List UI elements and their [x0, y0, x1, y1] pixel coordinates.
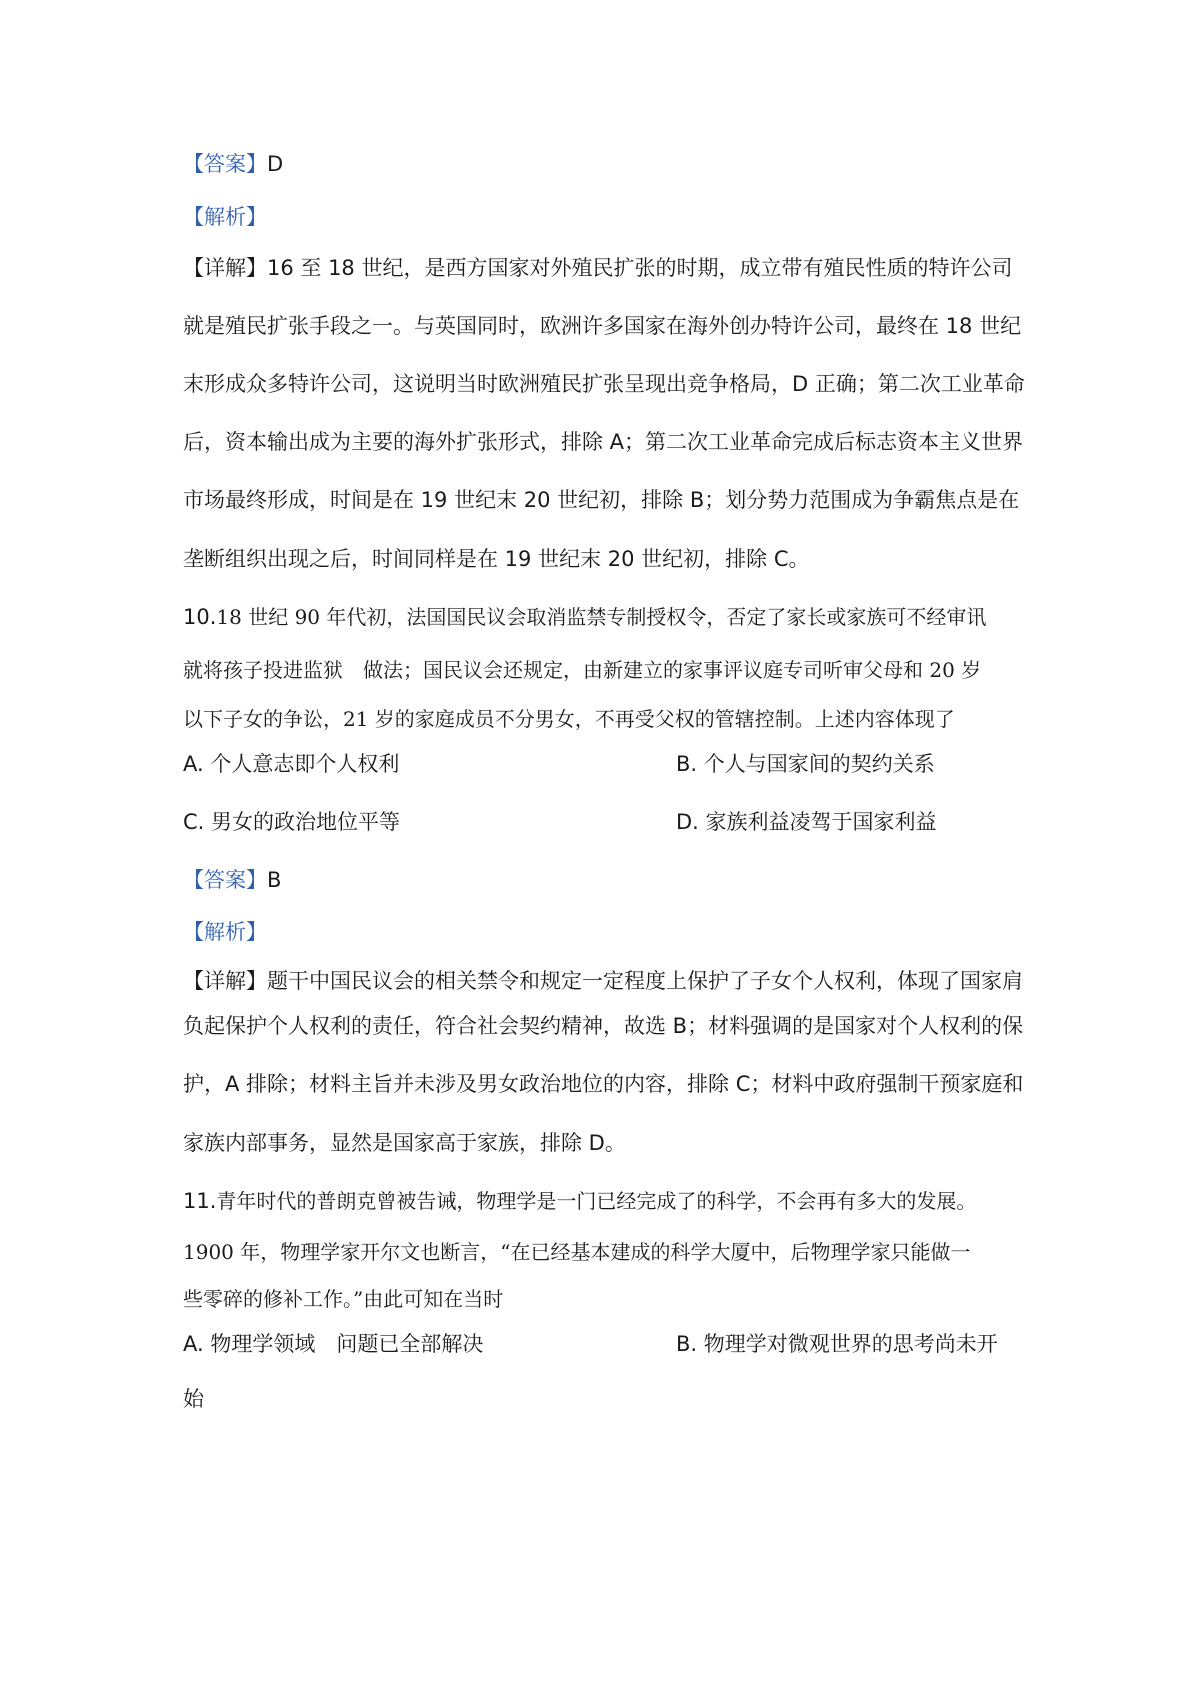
answer-tag: 【答案】: [183, 152, 267, 176]
answer-value: B: [267, 868, 282, 892]
option-b: B. 物理学对微观世界的思考尚未开: [676, 1332, 998, 1356]
q10-detail-line-2: 负起保护个人权利的责任，符合社会契约精神，故选 B；材料强调的是国家对个人权利的保: [183, 1014, 1024, 1038]
q10-answer: [183, 866, 1028, 894]
q9-detail-line-3: 末形成众多特许公司，这说明当时欧洲殖民扩张呈现出竞争格局，D 正确；第二次工业革命: [183, 372, 1025, 396]
detail-tag: 【详解】: [183, 969, 267, 993]
q9-detail-line-2: 就是殖民扩张手段之一。与英国同时，欧洲许多国家在海外创办特许公司，最终在 18 世纪: [183, 314, 1022, 338]
q11-options-row-1: [183, 1330, 1028, 1358]
q11-stem-line-2: 1900 年，物理学家开尔文也断言，“在已经基本建成的科学大厦中，后物理学家只能做一: [183, 1240, 971, 1264]
q10-detail-line-1: 【详解】题干中国民议会的相关禁令和规定一定程度上保护了子女个人权利，体现了国家肩: [183, 969, 1023, 993]
q10-stem-line-1: 10.18 世纪 90 年代初，法国国民议会取消监禁专制授权令，否定了家长或家族可不经审讯: [183, 605, 987, 629]
option-c: C. 男女的政治地位平等: [183, 810, 401, 834]
question-number: 10.: [183, 605, 217, 629]
q11-stem-line-1: 11.青年时代的普朗克曾被告诫，物理学是一门已经完成了的科学，不会再有多大的发展。: [183, 1189, 977, 1213]
q9-detail-line-4: 后，资本输出成为主要的海外扩张形式，排除 A；第二次工业革命完成后标志资本主义世界: [183, 430, 1024, 454]
q9-analysis-tag: 【解析】: [183, 205, 267, 229]
q11-stem-line-3: 些零碎的修补工作。”由此可知在当时: [183, 1287, 504, 1311]
option-a: A. 个人意志即个人权利: [183, 752, 400, 776]
q9-answer: [183, 150, 1028, 178]
q10-stem-line-2: 就将孩子投进监狱 做法；国民议会还规定，由新建立的家事评议庭专司听审父母和 20 岁: [183, 658, 982, 682]
q11-option-b-continued: 始: [183, 1387, 204, 1411]
option-a: A. 物理学领域 问题已全部解决: [183, 1332, 484, 1356]
q9-detail-line-5: 市场最终形成，时间是在 19 世纪末 20 世纪初，排除 B；划分势力范围成为争霸焦点是在: [183, 488, 1020, 512]
option-d: D. 家族利益凌驾于国家利益: [676, 810, 937, 834]
option-b: B. 个人与国家间的契约关系: [676, 752, 935, 776]
q10-options-row-1: [183, 750, 1028, 778]
q10-options-row-2: [183, 808, 1028, 836]
answer-value: D: [267, 152, 284, 176]
q9-detail-line-6: 垄断组织出现之后，时间同样是在 19 世纪末 20 世纪初，排除 C。: [183, 547, 810, 571]
q10-analysis-tag: 【解析】: [183, 920, 267, 944]
q10-detail-line-4: 家族内部事务，显然是国家高于家族，排除 D。: [183, 1131, 626, 1155]
question-number: 11.: [183, 1189, 217, 1213]
detail-tag: 【详解】: [183, 256, 267, 280]
q9-detail-line-1: 【详解】16 至 18 世纪，是西方国家对外殖民扩张的时期，成立带有殖民性质的特许公司: [183, 256, 1013, 280]
q10-detail-line-3: 护，A 排除；材料主旨并未涉及男女政治地位的内容，排除 C；材料中政府强制干预家庭和: [183, 1072, 1024, 1096]
q10-stem-line-3: 以下子女的争讼，21 岁的家庭成员不分男女，不再受父权的管辖控制。上述内容体现了: [183, 707, 955, 731]
answer-tag: 【答案】: [183, 868, 267, 892]
